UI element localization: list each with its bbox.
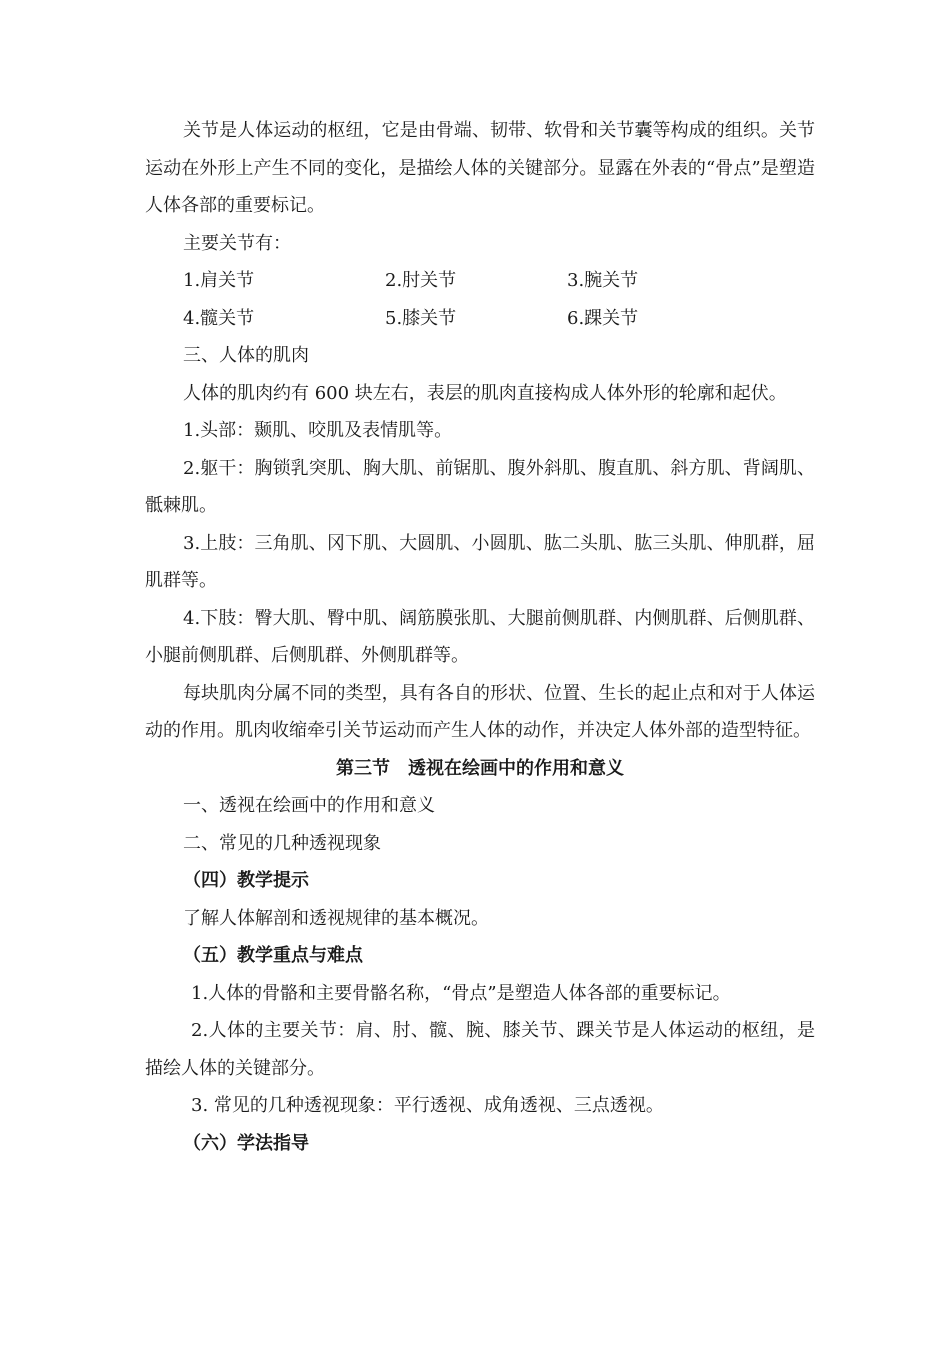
joint-item: 6.踝关节 [567, 307, 639, 329]
document-page [145, 112, 815, 1162]
joint-item: 4.髋关节 [183, 307, 255, 329]
joints-row [145, 262, 815, 300]
muscle-item-upper-limb: 3.上肢：三角肌、冈下肌、大圆肌、小圆肌、肱二头肌、肱三头肌、伸肌群，屈肌群等。 [145, 532, 815, 591]
joints-row [145, 300, 815, 338]
main-joints-title: 主要关节有： [183, 232, 291, 254]
joint-item: 5.膝关节 [385, 307, 457, 329]
teaching-tips-heading: （四）教学提示 [183, 870, 309, 891]
teaching-tips-text: 了解人体解剖和透视规律的基本概况。 [183, 907, 489, 929]
joint-item: 3.腕关节 [567, 270, 639, 291]
key-points-heading: （五）教学重点与难点 [183, 945, 363, 966]
muscles-intro: 人体的肌肉约有 600 块左右，表层的肌肉直接构成人体外形的轮廓和起伏。 [183, 382, 787, 404]
muscle-item-head: 1.头部：颞肌、咬肌及表情肌等。 [183, 420, 453, 441]
section-title: 第三节 透视在绘画中的作用和意义 [336, 757, 624, 779]
muscle-item-trunk: 2.躯干：胸锁乳突肌、胸大肌、前锯肌、腹外斜肌、腹直肌、斜方肌、背阔肌、骶棘肌。 [145, 457, 815, 516]
section-item: 二、常见的几种透视现象 [183, 832, 381, 854]
key-point-item: 3. 常见的几种透视现象：平行透视、成角透视、三点透视。 [191, 1095, 664, 1116]
study-guide-heading: （六）学法指导 [183, 1132, 309, 1154]
joint-item: 1.肩关节 [183, 270, 255, 291]
muscles-heading: 三、人体的肌肉 [183, 345, 309, 366]
key-point-item: 1.人体的骨骼和主要骨骼名称，“骨点”是塑造人体各部的重要标记。 [191, 982, 731, 1004]
muscles-summary: 每块肌肉分属不同的类型，具有各自的形状、位置、生长的起止点和对于人体运动的作用。肌肉收缩牵引关节运动而产生人体的动作，并决定人体外部的造型特征。 [145, 682, 815, 741]
muscle-item-lower-limb: 4.下肢：臀大肌、臀中肌、阔筋膜张肌、大腿前侧肌群、内侧肌群、后侧肌群、小腿前侧肌群、后侧肌群、外侧肌群等。 [145, 607, 815, 666]
section-item: 一、透视在绘画中的作用和意义 [183, 795, 435, 816]
joint-intro-paragraph: 关节是人体运动的枢纽，它是由骨端、韧带、软骨和关节囊等构成的组织。关节运动在外形上产生不同的变化，是描绘人体的关键部分。显露在外表的“骨点”是塑造人体各部的重要标记。 [145, 120, 815, 216]
joint-item: 2.肘关节 [385, 270, 457, 291]
key-point-item: 2.人体的主要关节：肩、肘、髋、腕、膝关节、踝关节是人体运动的枢纽，是描绘人体的关键部分。 [145, 1020, 815, 1079]
